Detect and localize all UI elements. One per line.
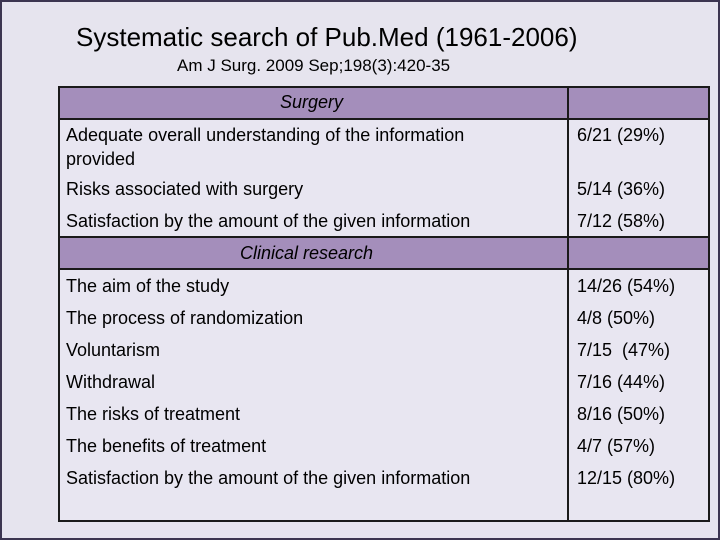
slide-title: Systematic search of Pub.Med (1961-2006)	[76, 22, 578, 52]
row-value: 14/26 (54%)	[577, 276, 676, 296]
row-value: 4/8 (50%)	[577, 308, 656, 328]
section-heading: Surgery	[280, 92, 344, 112]
table-row	[60, 174, 708, 206]
table-row	[60, 430, 708, 462]
table-row	[60, 366, 708, 398]
row-label: Voluntarism	[66, 340, 161, 360]
table-row	[60, 334, 708, 366]
row-label: Withdrawal	[66, 372, 156, 392]
row-value: 12/15 (80%)	[577, 468, 676, 488]
row-value: 7/12 (58%)	[577, 211, 666, 231]
row-value: 4/7 (57%)	[577, 436, 656, 456]
row-label: Satisfaction by the amount of the given information	[66, 468, 471, 488]
section-heading: Clinical research	[240, 243, 374, 263]
row-value: 7/15 (47%)	[577, 340, 671, 360]
row-label: The benefits of treatment	[66, 436, 267, 456]
table-row	[60, 398, 708, 430]
row-label: Adequate overall understanding of the information provided	[66, 125, 465, 169]
table-row	[60, 270, 708, 302]
table-row	[60, 302, 708, 334]
table-row	[60, 120, 708, 174]
row-label: The process of randomization	[66, 308, 304, 328]
slide-subtitle: Am J Surg. 2009 Sep;198(3):420-35	[177, 56, 451, 75]
table-row	[60, 462, 708, 520]
section-header-clinical-research	[60, 238, 708, 268]
row-value: 8/16 (50%)	[577, 404, 666, 424]
row-value: 6/21 (29%)	[577, 125, 666, 145]
row-label: Satisfaction by the amount of the given information	[66, 211, 471, 231]
row-label: Risks associated with surgery	[66, 179, 304, 199]
table-row	[60, 206, 708, 236]
results-table	[58, 86, 710, 522]
row-value: 5/14 (36%)	[577, 179, 666, 199]
section-header-surgery	[60, 88, 708, 118]
row-label: The risks of treatment	[66, 404, 241, 424]
row-label: The aim of the study	[66, 276, 230, 296]
row-value: 7/16 (44%)	[577, 372, 666, 392]
